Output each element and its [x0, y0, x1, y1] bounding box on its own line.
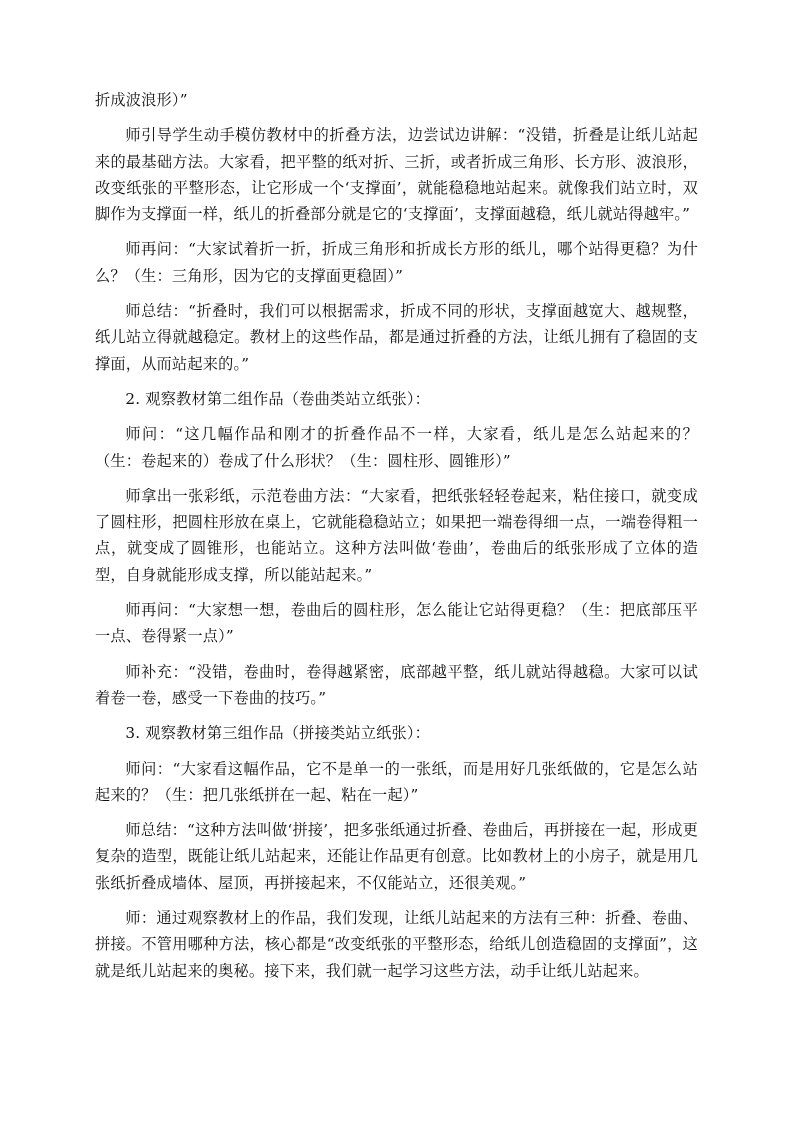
- document-body: [95, 87, 698, 984]
- paragraph-teacher-question: 师问：“大家看这幅作品，它不是单一的一张纸，而是用好几张纸做的，它是怎么站起来的？（生：把几张纸拼在一起、粘在一起）”: [95, 759, 698, 804]
- paragraph-teacher-conclusion: 师：通过观察教材上的作品，我们发现，让纸儿站起来的方法有三种：折叠、卷曲、拼接。不管用哪种方法，核心都是“改变纸张的平整形态，给纸儿创造稳固的支撑面”，这就是纸儿站起来的奥秘。接下来，我们就一起学习这些方法，动手让纸儿站起来。: [95, 909, 698, 980]
- section-heading-3: 3. 观察教材第三组作品（拼接类站立纸张）：: [125, 724, 431, 743]
- paragraph-teacher-summary: 师总结：“这种方法叫做‘拼接’，把多张纸通过折叠、卷曲后，再拼接在一起，形成更复杂的造型，既能让纸儿站起来，还能让作品更有创意。比如教材上的小房子，就是用几张纸折叠成墙体、屋顶，再拼接起来，不仅能站立，还很美观。”: [95, 821, 698, 892]
- paragraph-teacher-demo-curling: 师拿出一张彩纸，示范卷曲方法：“大家看，把纸张轻轻卷起来，粘住接口，就变成了圆柱形，把圆柱形放在桌上，它就能稳稳站立；如果把一端卷得细一点，一端卷得粗一点，就变成了圆锥形，也能站立。这种方法叫做‘卷曲’，卷曲后的纸张形成了立体的造型，自身就能形成支撑，所以能站起来。”: [95, 486, 698, 584]
- paragraph-teacher-summary: 师总结：“折叠时，我们可以根据需求，折成不同的形状，支撑面越宽大、越规整，纸儿站立得就越稳定。教材上的这些作品，都是通过折叠的方法，让纸儿拥有了稳固的支撑面，从而站起来的。”: [95, 302, 698, 373]
- paragraph-teacher-question: 师问：“这几幅作品和刚才的折叠作品不一样，大家看，纸儿是怎么站起来的？（生：卷起来的）卷成了什么形状？（生：圆柱形、圆锥形）”: [95, 425, 698, 470]
- paragraph-teacher-supplement: 师补充：“没错，卷曲时，卷得越紧密，底部越平整，纸儿就站得越稳。大家可以试着卷一卷，感受一下卷曲的技巧。”: [95, 662, 698, 707]
- paragraph-continuation: 折成波浪形）”: [95, 91, 188, 109]
- paragraph-teacher-question: 师再问：“大家试着折一折，折成三角形和折成长方形的纸儿，哪个站得更稳？为什么？（生：三角形，因为它的支撑面更稳固）”: [95, 240, 698, 285]
- section-heading-2: 2. 观察教材第二组作品（卷曲类站立纸张）：: [125, 389, 431, 408]
- paragraph-teacher-demo-folding: 师引导学生动手模仿教材中的折叠方法，边尝试边讲解：“没错，折叠是让纸儿站起来的最基础方法。大家看，把平整的纸对折、三折，或者折成三角形、长方形、波浪形，改变纸张的平整形态，让它形成一个‘支撑面’，就能稳稳地站起来。就像我们站立时，双脚作为支撑面一样，纸儿的折叠部分就是它的‘支撑面’，支撑面越稳，纸儿就站得越牢。”: [95, 126, 698, 224]
- paragraph-teacher-question: 师再问：“大家想一想，卷曲后的圆柱形，怎么能让它站得更稳？（生：把底部压平一点、卷得紧一点）”: [95, 601, 698, 646]
